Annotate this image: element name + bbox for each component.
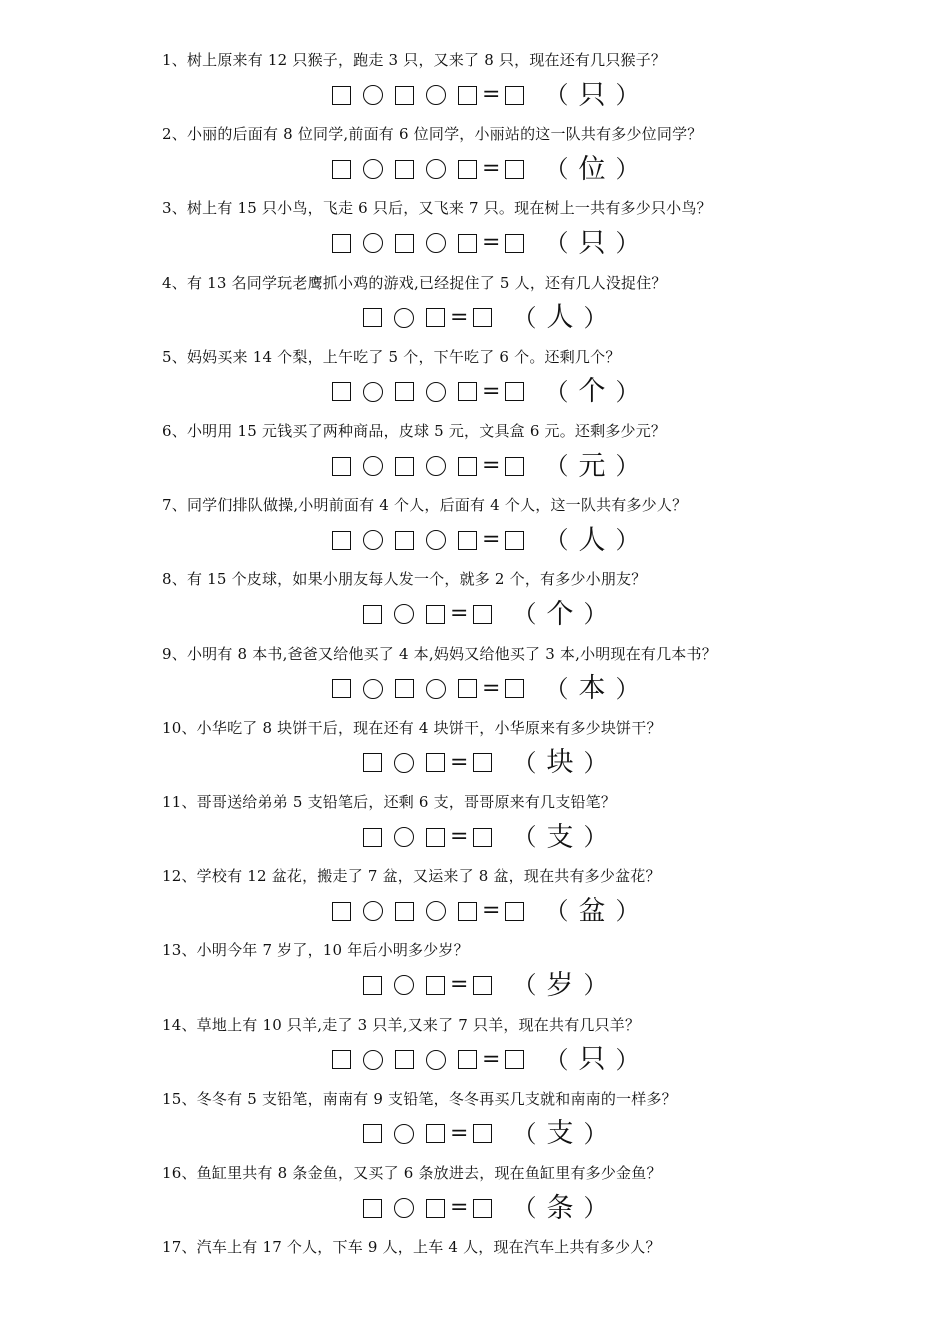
unit-label: 岁: [546, 969, 574, 1001]
open-paren: （: [544, 526, 569, 555]
number-box[interactable]: [458, 382, 477, 401]
operator-circle[interactable]: [363, 233, 383, 253]
equals-sign: =: [482, 82, 501, 107]
problem-text: 15、冬冬有 5 支铅笔，南南有 9 支铅笔，冬冬再买几支就和南南的一样多？: [162, 1089, 677, 1108]
equation-template: [326, 894, 639, 928]
open-paren: （: [512, 823, 537, 851]
answer-box[interactable]: [473, 1199, 492, 1218]
problem-text: 5、妈妈买来 14 个梨，上午吃了 5 个，下午吃了 6 个。还剩几个？: [162, 347, 621, 366]
answer-box[interactable]: [505, 382, 524, 401]
answer-box[interactable]: [473, 753, 492, 772]
unit-label: 个: [546, 598, 574, 630]
open-paren: （: [544, 1045, 569, 1074]
close-paren: ）: [615, 155, 640, 184]
number-box[interactable]: [458, 531, 477, 550]
unit-label: 位: [578, 153, 606, 185]
answer-box[interactable]: [505, 160, 524, 179]
problem-text: 12、学校有 12 盆花，搬走了 7 盆，又运来了 8 盆，现在共有多少盆花？: [162, 867, 661, 886]
equals-sign: =: [450, 972, 469, 998]
equation-template: [357, 968, 607, 1002]
open-paren: （: [512, 1194, 537, 1222]
number-box[interactable]: [458, 234, 477, 253]
equation-template: [326, 672, 639, 706]
equals-sign: =: [450, 601, 469, 627]
word-problem: [0, 864, 950, 934]
close-paren: ）: [615, 377, 640, 406]
close-paren: ）: [615, 897, 640, 926]
problem-text: 11、哥哥送给弟弟 5 支铅笔后，还剩 6 支，哥哥原来有几支铅笔？: [162, 793, 617, 811]
answer-box[interactable]: [505, 902, 524, 921]
problem-text: 8、有 15 个皮球，如果小朋友每人发一个，就多 2 个，有多少小朋友？: [162, 570, 647, 589]
operator-circle[interactable]: [394, 827, 414, 847]
answer-box[interactable]: [505, 679, 524, 698]
problem-text: 7、同学们排队做操,小明前面有 4 个人，后面有 4 个人，这一队共有多少人？: [162, 496, 688, 515]
equals-sign: =: [450, 1120, 469, 1146]
open-paren: （: [544, 377, 569, 406]
operator-circle[interactable]: [426, 901, 446, 921]
number-box[interactable]: [426, 976, 445, 995]
equation-template: [357, 1191, 607, 1225]
operator-circle[interactable]: [363, 85, 383, 105]
open-paren: （: [544, 229, 569, 258]
number-box[interactable]: [395, 679, 414, 698]
equals-sign: =: [450, 749, 469, 775]
number-box[interactable]: [458, 1050, 477, 1069]
answer-box[interactable]: [473, 308, 492, 327]
number-box[interactable]: [458, 86, 477, 105]
number-box[interactable]: [363, 308, 382, 327]
operator-circle[interactable]: [363, 530, 383, 550]
operator-circle[interactable]: [426, 85, 446, 105]
word-problem: [0, 1013, 950, 1083]
close-paren: ）: [615, 81, 640, 109]
open-paren: （: [512, 303, 537, 332]
close-paren: ）: [615, 1045, 640, 1074]
number-box[interactable]: [332, 531, 351, 550]
unit-label: 只: [578, 227, 606, 259]
number-box[interactable]: [426, 1124, 445, 1143]
number-box[interactable]: [395, 234, 414, 253]
number-box[interactable]: [395, 160, 414, 179]
operator-circle[interactable]: [363, 1050, 383, 1070]
problem-text: 16、鱼缸里共有 8 条金鱼，又买了 6 条放进去，现在鱼缸里有多少金鱼？: [162, 1164, 662, 1182]
close-paren: ）: [583, 600, 608, 629]
word-problem: [0, 567, 950, 637]
problem-text: 6、小明用 15 元钱买了两种商品，皮球 5 元，文具盒 6 元。还剩多少元？: [162, 422, 667, 440]
operator-circle[interactable]: [394, 1198, 414, 1218]
equals-sign: =: [482, 527, 501, 553]
operator-circle[interactable]: [363, 382, 383, 402]
word-problem: [0, 271, 950, 341]
problem-text: 1、树上原来有 12 只猴子，跑走 3 只，又来了 8 只，现在还有几只猴子？: [162, 51, 667, 69]
equals-sign: =: [482, 453, 501, 478]
number-box[interactable]: [332, 1050, 351, 1069]
equation-template: [357, 301, 607, 335]
equals-sign: =: [482, 675, 501, 701]
operator-circle[interactable]: [363, 901, 383, 921]
unit-label: 人: [546, 302, 574, 334]
answer-box[interactable]: [505, 457, 524, 476]
unit-label: 人: [578, 524, 606, 556]
word-problem: [0, 1161, 950, 1231]
word-problem: [0, 419, 950, 489]
number-box[interactable]: [395, 531, 414, 550]
answer-box[interactable]: [505, 86, 524, 105]
operator-circle[interactable]: [394, 975, 414, 995]
unit-label: 只: [578, 79, 606, 111]
problem-text: 2、小丽的后面有 8 位同学,前面有 6 位同学，小丽站的这一队共有多少位同学？: [162, 125, 703, 144]
problem-text: 9、小明有 8 本书,爸爸又给他买了 4 本,妈妈又给他买了 3 本,小明现在有几本书？: [162, 644, 717, 663]
word-problem: [0, 122, 950, 192]
answer-box[interactable]: [505, 234, 524, 253]
equals-sign: =: [482, 230, 501, 256]
close-paren: ）: [583, 1119, 608, 1148]
equation-template: [326, 152, 639, 186]
operator-circle[interactable]: [394, 308, 414, 328]
number-box[interactable]: [395, 457, 414, 476]
number-box[interactable]: [395, 902, 414, 921]
number-box[interactable]: [395, 1050, 414, 1069]
number-box[interactable]: [363, 605, 382, 624]
equation-template: [357, 1117, 607, 1151]
operator-circle[interactable]: [426, 530, 446, 550]
problem-text: 4、有 13 名同学玩老鹰抓小鸡的游戏,已经捉住了 5 人，还有几人没捉住？: [162, 273, 667, 292]
number-box[interactable]: [426, 605, 445, 624]
operator-circle[interactable]: [426, 1050, 446, 1070]
operator-circle[interactable]: [426, 233, 446, 253]
word-problem: [0, 642, 950, 712]
unit-label: 个: [578, 376, 606, 408]
answer-box[interactable]: [473, 828, 492, 847]
close-paren: ）: [615, 452, 640, 480]
open-paren: （: [512, 1119, 537, 1148]
word-problem: [0, 938, 950, 1008]
equals-sign: =: [482, 378, 501, 404]
open-paren: （: [512, 600, 537, 629]
problem-text: 10、小华吃了 8 块饼干后，现在还有 4 块饼干，小华原来有多少块饼干？: [162, 718, 662, 737]
equation-template: [326, 78, 639, 112]
equation-template: [357, 820, 607, 854]
problem-text: 3、树上有 15 只小鸟，飞走 6 只后，又飞来 7 只。现在树上一共有多少只小鸟？: [162, 199, 712, 218]
equals-sign: =: [482, 898, 501, 924]
open-paren: （: [544, 897, 569, 926]
word-problem: [0, 1235, 950, 1305]
number-box[interactable]: [332, 382, 351, 401]
operator-circle[interactable]: [363, 159, 383, 179]
operator-circle[interactable]: [363, 456, 383, 476]
number-box[interactable]: [426, 753, 445, 772]
word-problem: [0, 48, 950, 118]
number-box[interactable]: [458, 457, 477, 476]
equals-sign: =: [450, 824, 469, 849]
answer-box[interactable]: [505, 1050, 524, 1069]
close-paren: ）: [583, 748, 608, 777]
unit-label: 条: [546, 1192, 574, 1224]
number-box[interactable]: [363, 976, 382, 995]
number-box[interactable]: [332, 679, 351, 698]
number-box[interactable]: [426, 828, 445, 847]
number-box[interactable]: [363, 1124, 382, 1143]
equation-template: [326, 226, 639, 260]
number-box[interactable]: [332, 902, 351, 921]
number-box[interactable]: [426, 308, 445, 327]
word-problem: [0, 345, 950, 415]
unit-label: 元: [578, 450, 606, 482]
operator-circle[interactable]: [394, 753, 414, 773]
answer-box[interactable]: [473, 605, 492, 624]
close-paren: ）: [615, 526, 640, 555]
operator-circle[interactable]: [426, 159, 446, 179]
operator-circle[interactable]: [426, 382, 446, 402]
equals-sign: =: [482, 1046, 501, 1072]
number-box[interactable]: [458, 902, 477, 921]
unit-label: 支: [546, 1118, 574, 1150]
number-box[interactable]: [332, 86, 351, 105]
equals-sign: =: [450, 304, 469, 330]
number-box[interactable]: [458, 679, 477, 698]
operator-circle[interactable]: [426, 679, 446, 699]
close-paren: ）: [583, 303, 608, 332]
number-box[interactable]: [363, 753, 382, 772]
equals-sign: =: [482, 156, 501, 182]
equation-template: [357, 746, 607, 780]
number-box[interactable]: [395, 382, 414, 401]
number-box[interactable]: [332, 234, 351, 253]
problem-text: 17、汽车上有 17 个人，下车 9 人，上车 4 人，现在汽车上共有多少人？: [162, 1238, 661, 1257]
unit-label: 支: [546, 821, 574, 853]
equation-template: [326, 449, 639, 483]
number-box[interactable]: [426, 1199, 445, 1218]
word-problem: [0, 716, 950, 786]
open-paren: （: [544, 81, 569, 109]
word-problem: [0, 1087, 950, 1157]
open-paren: （: [512, 971, 537, 1000]
open-paren: （: [544, 674, 569, 703]
answer-box[interactable]: [505, 531, 524, 550]
word-problem: [0, 790, 950, 860]
operator-circle[interactable]: [394, 1124, 414, 1144]
equals-sign: =: [450, 1195, 469, 1220]
word-problem: [0, 493, 950, 563]
number-box[interactable]: [332, 457, 351, 476]
answer-box[interactable]: [473, 976, 492, 995]
unit-label: 盆: [578, 895, 606, 927]
number-box[interactable]: [363, 828, 382, 847]
unit-label: 块: [546, 747, 574, 779]
operator-circle[interactable]: [394, 604, 414, 624]
number-box[interactable]: [395, 86, 414, 105]
open-paren: （: [544, 155, 569, 184]
number-box[interactable]: [458, 160, 477, 179]
operator-circle[interactable]: [426, 456, 446, 476]
problem-text: 14、草地上有 10 只羊,走了 3 只羊,又来了 7 只羊，现在共有几只羊？: [162, 1015, 641, 1034]
close-paren: ）: [583, 823, 608, 851]
problem-text: 13、小明今年 7 岁了，10 年后小明多少岁？: [162, 941, 469, 960]
close-paren: ）: [615, 674, 640, 703]
number-box[interactable]: [332, 160, 351, 179]
unit-label: 只: [578, 1044, 606, 1076]
unit-label: 本: [578, 673, 606, 705]
equation-template: [326, 1043, 639, 1077]
close-paren: ）: [583, 971, 608, 1000]
operator-circle[interactable]: [363, 679, 383, 699]
equation-template: [357, 597, 607, 631]
answer-box[interactable]: [473, 1124, 492, 1143]
word-problem: [0, 196, 950, 266]
equation-template: [326, 375, 639, 409]
number-box[interactable]: [363, 1199, 382, 1218]
open-paren: （: [512, 748, 537, 777]
equation-template: [326, 523, 639, 557]
open-paren: （: [544, 452, 569, 480]
close-paren: ）: [615, 229, 640, 258]
close-paren: ）: [583, 1194, 608, 1222]
